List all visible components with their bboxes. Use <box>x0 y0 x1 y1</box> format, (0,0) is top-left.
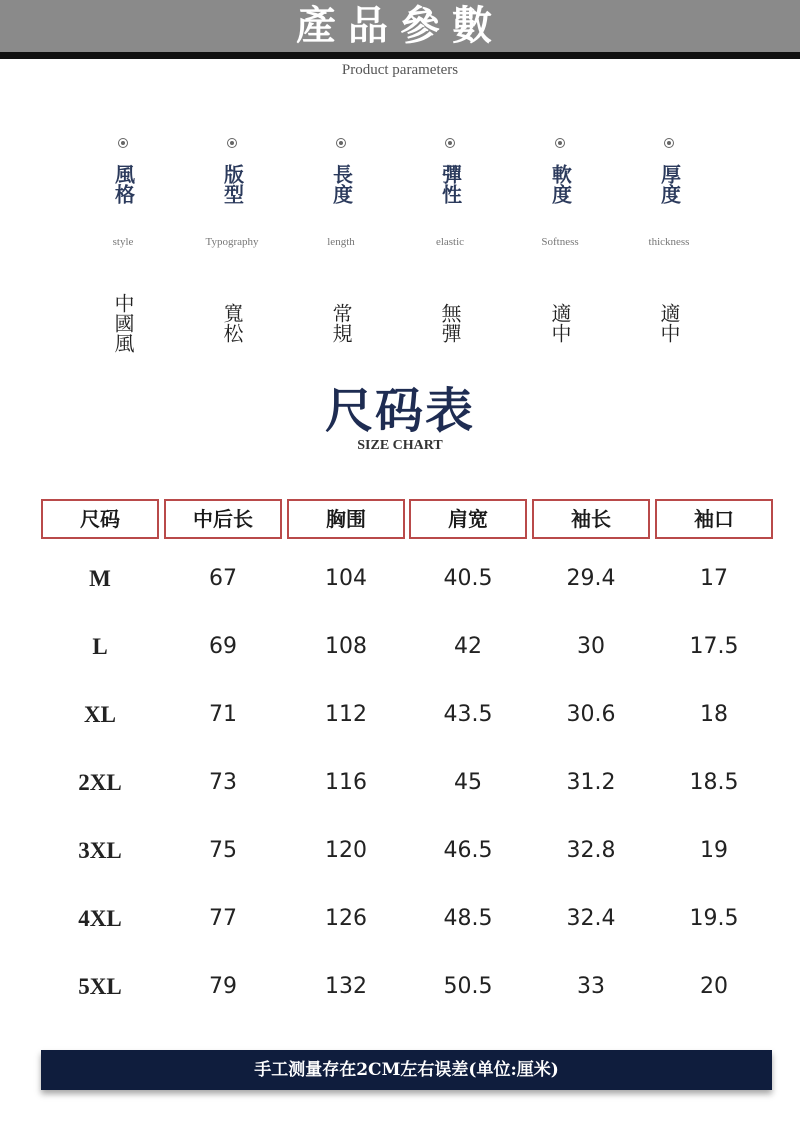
table-row <box>41 885 773 953</box>
table-cell: 46.5 <box>443 838 493 863</box>
size-cell: M <box>89 566 111 591</box>
table-cell: 42 <box>454 634 482 659</box>
product-parameters <box>68 138 728 368</box>
table-cell: 126 <box>325 906 367 931</box>
param-value: 適中 <box>657 303 681 343</box>
table-cell: 32.4 <box>566 906 616 931</box>
radio-icon <box>336 138 346 148</box>
param-label-en: elastic <box>435 236 465 248</box>
header-cell-size: 尺码 <box>41 499 159 539</box>
size-chart-title: 尺码表 <box>324 383 475 439</box>
table-cell: 69 <box>209 634 237 659</box>
radio-icon <box>664 138 674 148</box>
table-row <box>41 953 773 1021</box>
param-value: 中國風 <box>111 293 135 353</box>
param-label: 軟度 <box>548 164 573 204</box>
table-cell: 30 <box>577 634 605 659</box>
table-cell: 29.4 <box>566 566 616 591</box>
size-cell: XL <box>84 702 116 727</box>
param-thickness <box>614 138 724 372</box>
param-label: 版型 <box>220 164 245 204</box>
size-table <box>41 499 773 1021</box>
param-label-en: length <box>327 236 355 248</box>
param-value: 無彈 <box>438 303 462 343</box>
param-typography <box>177 138 287 372</box>
param-length <box>286 138 396 372</box>
table-cell: 116 <box>325 770 367 795</box>
table-cell: 73 <box>209 770 237 795</box>
table-body <box>41 545 773 1021</box>
param-value: 寬松 <box>220 303 244 343</box>
table-row <box>41 545 773 613</box>
size-cell: 3XL <box>78 838 122 863</box>
param-value: 常規 <box>329 303 353 343</box>
header-cell-back-length: 中后长 <box>164 499 282 539</box>
size-cell: 2XL <box>78 770 122 795</box>
table-cell: 71 <box>209 702 237 727</box>
measurement-note: 手工测量存在2CM左右误差(单位:厘米) <box>41 1050 772 1090</box>
page-subtitle: Product parameters <box>341 62 459 78</box>
size-cell: 5XL <box>78 974 122 999</box>
param-label: 風格 <box>111 164 136 204</box>
table-row <box>41 817 773 885</box>
radio-icon <box>555 138 565 148</box>
param-label-en: style <box>112 236 134 248</box>
table-cell: 77 <box>209 906 237 931</box>
table-cell: 67 <box>209 566 237 591</box>
table-cell: 104 <box>325 566 367 591</box>
param-label: 彈性 <box>438 164 463 204</box>
header-cell-sleeve-length: 袖长 <box>532 499 650 539</box>
table-cell: 75 <box>209 838 237 863</box>
table-cell: 132 <box>325 974 367 999</box>
table-cell: 40.5 <box>443 566 493 591</box>
table-row <box>41 749 773 817</box>
table-cell: 108 <box>325 634 367 659</box>
param-label-en: Typography <box>205 236 259 248</box>
table-cell: 30.6 <box>566 702 616 727</box>
table-cell: 48.5 <box>443 906 493 931</box>
table-cell: 79 <box>209 974 237 999</box>
param-elastic <box>395 138 505 372</box>
radio-icon <box>118 138 128 148</box>
table-row <box>41 681 773 749</box>
table-header-row <box>41 499 773 541</box>
table-cell: 17 <box>700 566 728 591</box>
table-cell: 31.2 <box>566 770 616 795</box>
table-cell: 43.5 <box>443 702 493 727</box>
size-cell: 4XL <box>78 906 122 931</box>
radio-icon <box>227 138 237 148</box>
table-cell: 20 <box>700 974 728 999</box>
param-label: 長度 <box>329 164 354 204</box>
size-cell: L <box>92 634 108 659</box>
header-cell-chest: 胸围 <box>287 499 405 539</box>
header-cell-shoulder: 肩宽 <box>409 499 527 539</box>
table-cell: 18.5 <box>689 770 739 795</box>
table-cell: 32.8 <box>566 838 616 863</box>
table-cell: 19 <box>700 838 728 863</box>
table-cell: 19.5 <box>689 906 739 931</box>
table-cell: 18 <box>700 702 728 727</box>
table-row <box>41 613 773 681</box>
param-softness <box>505 138 615 372</box>
param-label-en: Softness <box>541 236 579 248</box>
table-cell: 112 <box>325 702 367 727</box>
header-rule <box>0 52 800 59</box>
table-cell: 120 <box>325 838 367 863</box>
param-label-en: thickness <box>648 236 690 248</box>
size-chart-subtitle: SIZE CHART <box>357 438 443 453</box>
param-style <box>68 138 178 372</box>
param-label: 厚度 <box>657 164 682 204</box>
header-cell-cuff: 袖口 <box>655 499 773 539</box>
radio-icon <box>445 138 455 148</box>
param-value: 適中 <box>548 303 572 343</box>
table-cell: 45 <box>454 770 482 795</box>
table-cell: 17.5 <box>689 634 739 659</box>
page-title: 產品參數 <box>296 2 504 49</box>
table-cell: 50.5 <box>443 974 493 999</box>
table-cell: 33 <box>577 974 605 999</box>
